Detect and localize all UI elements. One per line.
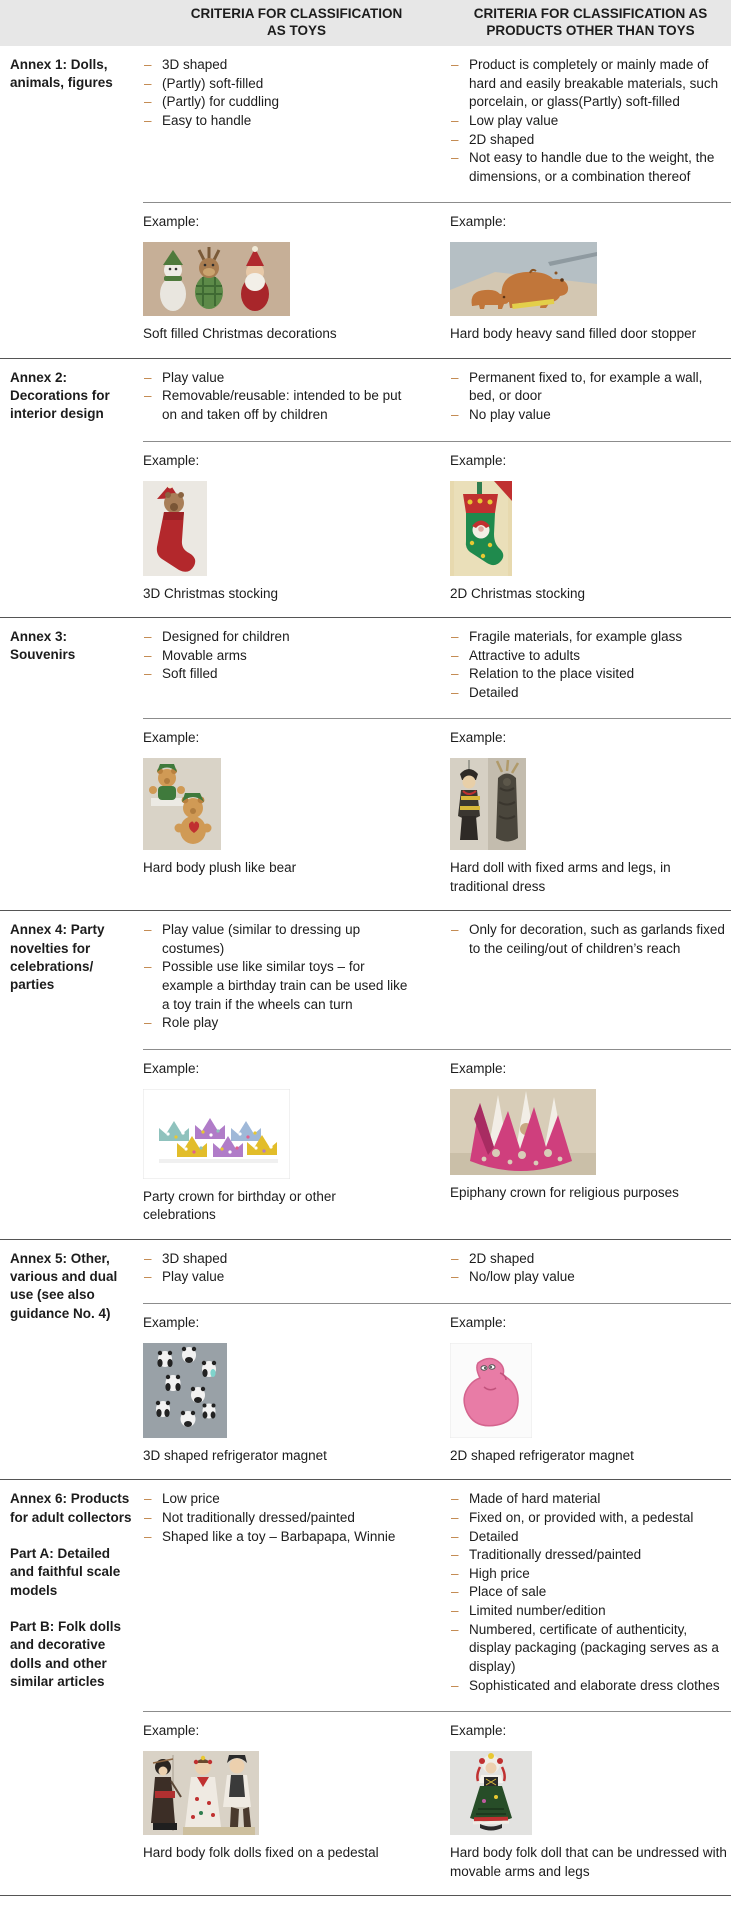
annex-6-title bbox=[0, 1480, 143, 1895]
2d-christmas-stocking-photo bbox=[450, 481, 731, 576]
criterion: – (Partly) soft-filled bbox=[143, 75, 410, 94]
annex-4-title-text: Annex 4: Party novelties for celebrations/​parties bbox=[10, 922, 105, 993]
criterion: – Numbered, certificate of authenticity, display packaging (packaging serves as a display) bbox=[450, 1621, 727, 1677]
pink-magnet-illustration bbox=[450, 1343, 532, 1438]
annex-3-body bbox=[143, 618, 731, 910]
annex-3-toys-criteria-list bbox=[143, 628, 450, 703]
annex-3-toys-example bbox=[143, 730, 450, 896]
example-label: Example: bbox=[143, 1060, 200, 1076]
annex-rows bbox=[0, 46, 731, 1896]
table-header bbox=[0, 0, 731, 46]
annex-2-examples bbox=[143, 442, 731, 617]
criterion: – Product is completely or mainly made of hard and easily breakable materials, such porcelain, or glass(Partly) soft-filled bbox=[450, 56, 727, 112]
criterion: – Play value bbox=[143, 369, 410, 388]
example-caption: Hard doll with fixed arms and legs, in traditional dress bbox=[450, 860, 671, 894]
hard-doll-illustration bbox=[450, 758, 526, 850]
example-caption: Party crown for birthday or other celebrations bbox=[143, 1188, 336, 1223]
folk-doll-illustration bbox=[450, 1751, 532, 1835]
criterion: – High price bbox=[450, 1565, 727, 1584]
criterion: – No play value bbox=[450, 406, 727, 425]
annex-row-2 bbox=[0, 358, 731, 617]
criterion: – Play value (similar to dressing up costumes) bbox=[143, 921, 410, 958]
example-caption: Epiphany crown for religious purposes bbox=[450, 1184, 679, 1200]
example-caption: Hard body folk doll that can be undressed with movable arms and legs bbox=[450, 1845, 727, 1879]
annex-4-title bbox=[0, 911, 143, 1238]
hippo-door-stopper-photo bbox=[450, 242, 731, 316]
criterion: – Detailed bbox=[450, 684, 727, 703]
annex-2-toys-example bbox=[143, 453, 450, 603]
criterion: – (Partly) for cuddling bbox=[143, 93, 410, 112]
criterion: – Role play bbox=[143, 1014, 410, 1033]
epiphany-crown-illustration bbox=[450, 1089, 596, 1175]
criterion: – Sophisticated and elaborate dress clothes bbox=[450, 1677, 727, 1696]
annex-1-body bbox=[143, 46, 731, 358]
annex-3-title bbox=[0, 618, 143, 910]
soft-filled-christmas-decorations-photo bbox=[143, 242, 450, 316]
criterion: – Play value bbox=[143, 1268, 410, 1287]
example-caption: Hard body heavy sand filled door stopper bbox=[450, 326, 697, 342]
criterion: – Detailed bbox=[450, 1528, 727, 1547]
criterion: – Possible use like similar toys – for example a birthday train can be used like a toy train if the wheels can turn bbox=[143, 958, 410, 1014]
example-label: Example: bbox=[450, 214, 507, 230]
criterion: – Traditionally dressed/painted bbox=[450, 1546, 727, 1565]
annex-5-examples bbox=[143, 1304, 731, 1479]
criterion: – 3D shaped bbox=[143, 56, 410, 75]
annex-4-toys-criteria-list bbox=[143, 921, 450, 1033]
example-caption: Hard body folk dolls fixed on a pedestal bbox=[143, 1845, 379, 1861]
annex-3-not-toys-criteria-list bbox=[450, 628, 731, 703]
annex-5-title bbox=[0, 1240, 143, 1480]
example-caption: Soft filled Christmas decorations bbox=[143, 326, 337, 342]
example-label: Example: bbox=[450, 1314, 507, 1330]
plush-bear-illustration bbox=[143, 758, 221, 850]
annex-4-not-toys-example bbox=[450, 1061, 731, 1225]
party-crowns-illustration bbox=[143, 1089, 290, 1179]
criterion: – Designed for children bbox=[143, 628, 410, 647]
criterion: – Limited number/edition bbox=[450, 1602, 727, 1621]
example-label: Example: bbox=[450, 730, 507, 746]
annex-4-toys-example bbox=[143, 1061, 450, 1225]
column-header-toys-label: CRITERIA FOR CLASSIFICATION AS TOYS bbox=[190, 6, 403, 38]
annex-2-toys-criteria-list bbox=[143, 369, 450, 425]
annex-1-examples bbox=[143, 203, 731, 357]
criterion: – 2D shaped bbox=[450, 131, 727, 150]
annex-2-not-toys-criteria-list bbox=[450, 369, 731, 425]
annex-2-criteria bbox=[143, 359, 731, 442]
annex-6-not-toys-criteria-list bbox=[450, 1490, 731, 1695]
example-caption: 3D shaped refrigerator magnet bbox=[143, 1447, 327, 1463]
party-crowns-photo bbox=[143, 1089, 450, 1179]
annex-5-title-text: Annex 5: Other, various and dual use (see also guidance No. 4) bbox=[10, 1250, 118, 1321]
hard-doll-traditional-dress-photo bbox=[450, 758, 731, 850]
criterion: – Low price bbox=[143, 1490, 410, 1509]
annex-row-3 bbox=[0, 617, 731, 910]
annex-row-1 bbox=[0, 46, 731, 358]
annex-5-toys-criteria-list bbox=[143, 1250, 450, 1287]
annex-5-toys-example bbox=[143, 1315, 450, 1465]
annex-3-not-toys-example bbox=[450, 730, 731, 896]
example-label: Example: bbox=[143, 730, 200, 746]
2d-stocking-illustration bbox=[450, 481, 512, 576]
annex-3-examples bbox=[143, 719, 731, 910]
door-stopper-illustration bbox=[450, 242, 597, 316]
annex-6-part-b-text: Part B: Folk dolls and decorative dolls and other similar articles bbox=[10, 1619, 122, 1690]
criterion: – Permanent fixed to, for example a wall, bed, or door bbox=[450, 369, 727, 406]
annex-2-title-text: Annex 2: Decorations for interior design bbox=[10, 369, 110, 422]
example-label: Example: bbox=[450, 452, 507, 468]
criterion: – Low play value bbox=[450, 112, 727, 131]
column-header-not-toys bbox=[450, 5, 731, 39]
example-caption: 3D Christmas stocking bbox=[143, 585, 279, 601]
example-label: Example: bbox=[143, 1314, 200, 1330]
example-label: Example: bbox=[143, 1723, 200, 1739]
annex-6-examples bbox=[143, 1712, 731, 1895]
annex-6-title-text: Annex 6: Products for adult collectors bbox=[10, 1491, 132, 1525]
annex-5-criteria bbox=[143, 1240, 731, 1304]
panda-magnets-illustration bbox=[143, 1343, 227, 1438]
annex-2-body bbox=[143, 359, 731, 617]
annex-3-criteria bbox=[143, 618, 731, 720]
annex-1-not-toys-example bbox=[450, 214, 731, 343]
annex-6-toys-example bbox=[143, 1723, 450, 1881]
annex-2-not-toys-example bbox=[450, 453, 731, 603]
criterion: – Easy to handle bbox=[143, 112, 410, 131]
criterion: – No/low play value bbox=[450, 1268, 727, 1287]
annex-4-criteria bbox=[143, 911, 731, 1050]
annex-5-not-toys-example bbox=[450, 1315, 731, 1465]
annex-1-toys-criteria-list bbox=[143, 56, 450, 186]
2d-pink-magnet-photo bbox=[450, 1343, 731, 1438]
example-label: Example: bbox=[143, 452, 200, 468]
annex-1-title bbox=[0, 46, 143, 358]
criterion: – Movable arms bbox=[143, 647, 410, 666]
criterion: – Attractive to adults bbox=[450, 647, 727, 666]
column-header-not-toys-label: CRITERIA FOR CLASSIFICATION AS PRODUCTS OTHER THAN TOYS bbox=[473, 6, 708, 38]
example-label: Example: bbox=[143, 214, 200, 230]
annex-6-part-a-text: Part A: Detailed and faithful scale models bbox=[10, 1545, 121, 1598]
criterion: – Relation to the place visited bbox=[450, 665, 727, 684]
criterion: – Only for decoration, such as garlands fixed to the ceiling/out of children’s reach bbox=[450, 921, 727, 958]
annex-5-not-toys-criteria-list bbox=[450, 1250, 731, 1287]
example-label: Example: bbox=[450, 1723, 507, 1739]
3d-christmas-stocking-photo bbox=[143, 481, 450, 576]
annex-1-toys-example bbox=[143, 214, 450, 343]
criterion: – Not traditionally dressed/painted bbox=[143, 1509, 410, 1528]
annex-row-4 bbox=[0, 910, 731, 1238]
example-caption: 2D shaped refrigerator magnet bbox=[450, 1447, 634, 1463]
criterion: – Removable/reusable: intended to be put on and taken off by children bbox=[143, 387, 410, 424]
example-label: Example: bbox=[450, 1060, 507, 1076]
criterion: – Soft filled bbox=[143, 665, 410, 684]
example-caption: Hard body plush like bear bbox=[143, 860, 297, 876]
example-caption: 2D Christmas stocking bbox=[450, 585, 586, 601]
annex-6-toys-criteria-list bbox=[143, 1490, 450, 1695]
annex-6-criteria bbox=[143, 1480, 731, 1712]
criterion: – Not easy to handle due to the weight, the dimensions, or a combination thereof bbox=[450, 149, 727, 186]
folk-dolls-illustration bbox=[143, 1751, 259, 1835]
annex-row-6 bbox=[0, 1479, 731, 1895]
annex-3-title-text: Annex 3: Souvenirs bbox=[10, 628, 76, 663]
criterion: – 3D shaped bbox=[143, 1250, 410, 1269]
annex-6-not-toys-example bbox=[450, 1723, 731, 1881]
criterion: – Fixed on, or provided with, a pedestal bbox=[450, 1509, 727, 1528]
epiphany-crown-photo bbox=[450, 1089, 731, 1175]
annex-2-title bbox=[0, 359, 143, 617]
folk-dolls-on-pedestal-photo bbox=[143, 1751, 450, 1835]
criterion: – 2D shaped bbox=[450, 1250, 727, 1269]
criterion: – Fragile materials, for example glass bbox=[450, 628, 727, 647]
annex-4-not-toys-criteria-list bbox=[450, 921, 731, 1033]
annex-1-not-toys-criteria-list bbox=[450, 56, 731, 186]
annex-6-body bbox=[143, 1480, 731, 1895]
annex-4-body bbox=[143, 911, 731, 1238]
3d-stocking-illustration bbox=[143, 481, 207, 576]
criterion: – Made of hard material bbox=[450, 1490, 727, 1509]
annex-1-criteria bbox=[143, 46, 731, 203]
3d-panda-magnets-photo bbox=[143, 1343, 450, 1438]
annex-5-body bbox=[143, 1240, 731, 1480]
annex-4-examples bbox=[143, 1050, 731, 1239]
column-header-toys bbox=[143, 5, 450, 39]
plush-bear-photo bbox=[143, 758, 450, 850]
annex-1-title-text: Annex 1: Dolls, animals, figures bbox=[10, 57, 113, 91]
criterion: – Shaped like a toy – Barbapapa, Winnie bbox=[143, 1528, 410, 1547]
folk-doll-movable-photo bbox=[450, 1751, 731, 1835]
criterion: – Place of sale bbox=[450, 1583, 727, 1602]
annex-row-5 bbox=[0, 1239, 731, 1480]
christmas-decorations-illustration bbox=[143, 242, 290, 316]
